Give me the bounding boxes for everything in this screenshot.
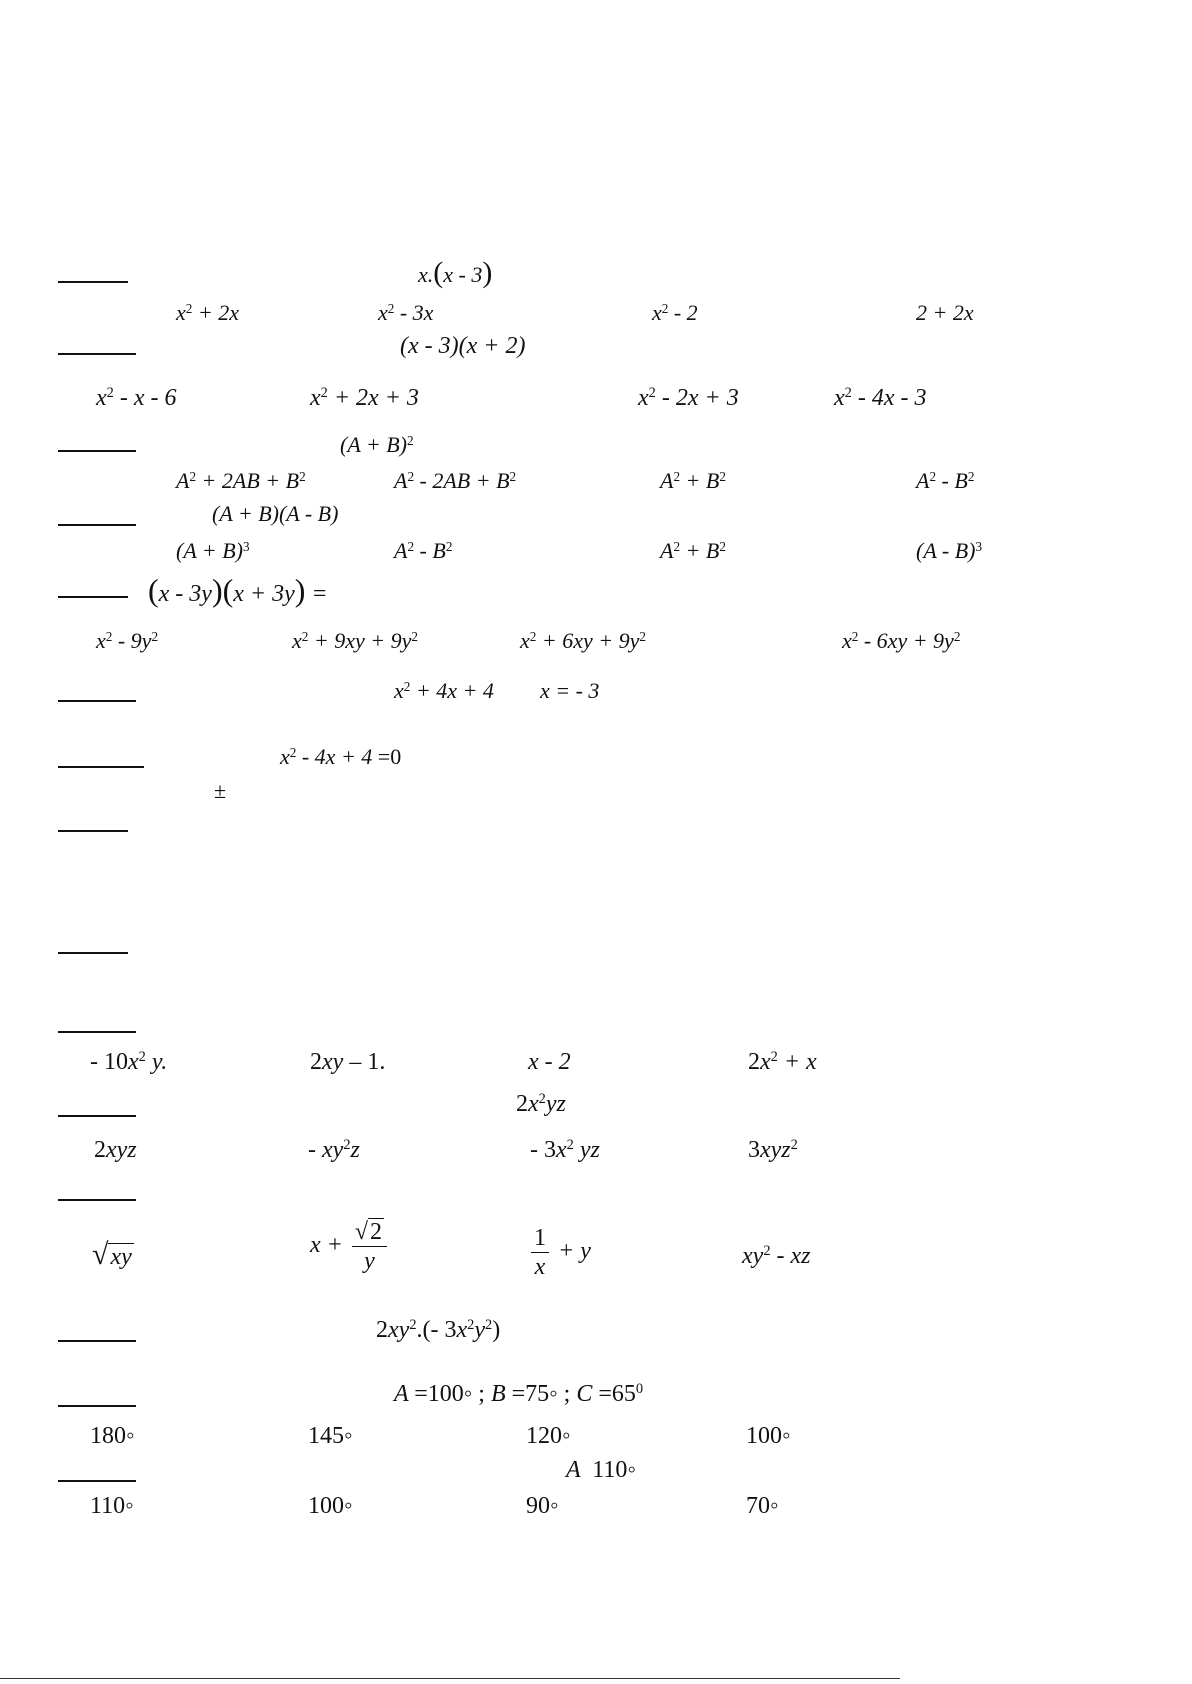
answer-blank-14 xyxy=(58,1405,136,1407)
q3-option-d: $A^2 - B^2$ xyxy=(916,468,975,493)
q15-option-a: 110◦ xyxy=(90,1493,134,1519)
q1-option-b: $x^2 - 3x$ xyxy=(378,300,434,325)
q3-option-b: $A^2 - 2AB + B^2$ xyxy=(394,468,517,493)
answer-blank-8 xyxy=(58,830,128,832)
q5-option-a: $x^2 - 9y^2$ xyxy=(96,628,159,653)
answer-blank-15 xyxy=(58,1480,136,1482)
q5-expression: (x - 3y)(x + 3y) = xyxy=(148,572,328,608)
answer-blank-9 xyxy=(58,952,128,954)
answer-blank-5 xyxy=(58,596,128,598)
q7-plus-minus: ± xyxy=(214,778,227,803)
q4-option-d: (A - B)$^3$ xyxy=(916,538,983,563)
q1-expression: x.(x - 3) xyxy=(418,256,493,289)
q12-option-a: √xy xyxy=(92,1238,132,1271)
answer-blank-7 xyxy=(58,766,144,768)
q5-option-c: $x^2 + 6xy + 9y^2$ xyxy=(520,628,646,653)
q14-option-a: 180◦ xyxy=(90,1423,135,1449)
q3-option-a: $A^2 + 2AB + B^2$ xyxy=(176,468,306,493)
answer-blank-6 xyxy=(58,700,136,702)
q4-option-b: $A^2 - B^2$ xyxy=(394,538,453,563)
answer-blank-11 xyxy=(58,1115,136,1117)
q6-expression: $x^2 + 4x + 4$ xyxy=(394,678,494,703)
q7-expression: $x^2 - 4x + 4 =0$ xyxy=(280,744,402,769)
answer-blank-10 xyxy=(58,1031,136,1033)
q12-option-d: $xy^2$ - xz xyxy=(742,1243,811,1269)
q2-option-a: $x^2$ - x - 6 xyxy=(96,385,177,411)
q10-option-b: 2xy – 1. xyxy=(310,1049,386,1075)
q14-option-c: 120◦ xyxy=(526,1423,571,1449)
q10-option-c: x - 2 xyxy=(528,1049,571,1075)
q1-option-d: 2 + 2x xyxy=(916,300,974,325)
q10-option-a: - $10x^2$ y. xyxy=(90,1049,168,1075)
answer-blank-12 xyxy=(58,1199,136,1201)
q4-expression: (A + B)(A - B) xyxy=(212,501,339,526)
q2-option-b: $x^2 + 2x + 3$ xyxy=(310,385,419,411)
q14-option-d: 100◦ xyxy=(746,1423,791,1449)
q11-option-b: - $xy^2z$ xyxy=(308,1137,360,1163)
q11-option-a: 2xyz xyxy=(94,1137,137,1163)
q14-expression: A =100◦ ; B =75◦ ; $C =65^0$ xyxy=(394,1381,644,1407)
q2-expression: (x - 3)(x + 2) xyxy=(400,333,526,359)
q15-option-c: 90◦ xyxy=(526,1493,559,1519)
q4-option-c: $A^2 + B^2$ xyxy=(660,538,726,563)
q5-option-b: $x^2 + 9xy + 9y^2$ xyxy=(292,628,418,653)
q15-option-b: 100◦ xyxy=(308,1493,353,1519)
q2-option-c: $x^2 - 2x + 3$ xyxy=(638,385,739,411)
q5-option-d: $x^2 - 6xy + 9y^2$ xyxy=(842,628,961,653)
answer-blank-13 xyxy=(58,1340,136,1342)
answer-blank-3 xyxy=(58,450,136,452)
q1-option-a: $x^2 + 2x$ xyxy=(176,300,239,325)
q2-option-d: $x^2 - 4x - 3$ xyxy=(834,385,927,411)
q1-option-c: $x^2 - 2$ xyxy=(652,300,698,325)
q11-expression: $2x^2yz$ xyxy=(516,1091,566,1117)
q12-option-b: x + $\frac{√2}{y}$ xyxy=(310,1220,390,1273)
q4-option-a: $(A + B)^3$ xyxy=(176,538,250,563)
q14-option-b: 145◦ xyxy=(308,1423,353,1449)
q3-option-c: $A^2 + B^2$ xyxy=(660,468,726,493)
q15-expression: A 110◦ xyxy=(566,1457,636,1483)
q11-option-d: 3xyz$^2$ xyxy=(748,1137,798,1163)
answer-blank-1 xyxy=(58,281,128,283)
q15-option-d: 70◦ xyxy=(746,1493,779,1519)
q3-expression: $(A + B)^2$ xyxy=(340,432,414,457)
q13-expression: $2xy^2.(-$ $3x^2y^2$) xyxy=(376,1317,501,1343)
page-bottom-rule xyxy=(0,1678,900,1679)
q12-option-c: $\frac{1}{x}$ + y xyxy=(528,1226,591,1279)
answer-blank-4 xyxy=(58,524,136,526)
answer-blank-2 xyxy=(58,353,136,355)
q10-option-d: $2x^2 + x$ xyxy=(748,1049,817,1075)
q6-condition: x = - 3 xyxy=(540,678,600,703)
q11-option-c: - $3x^2$ yz xyxy=(530,1137,600,1163)
